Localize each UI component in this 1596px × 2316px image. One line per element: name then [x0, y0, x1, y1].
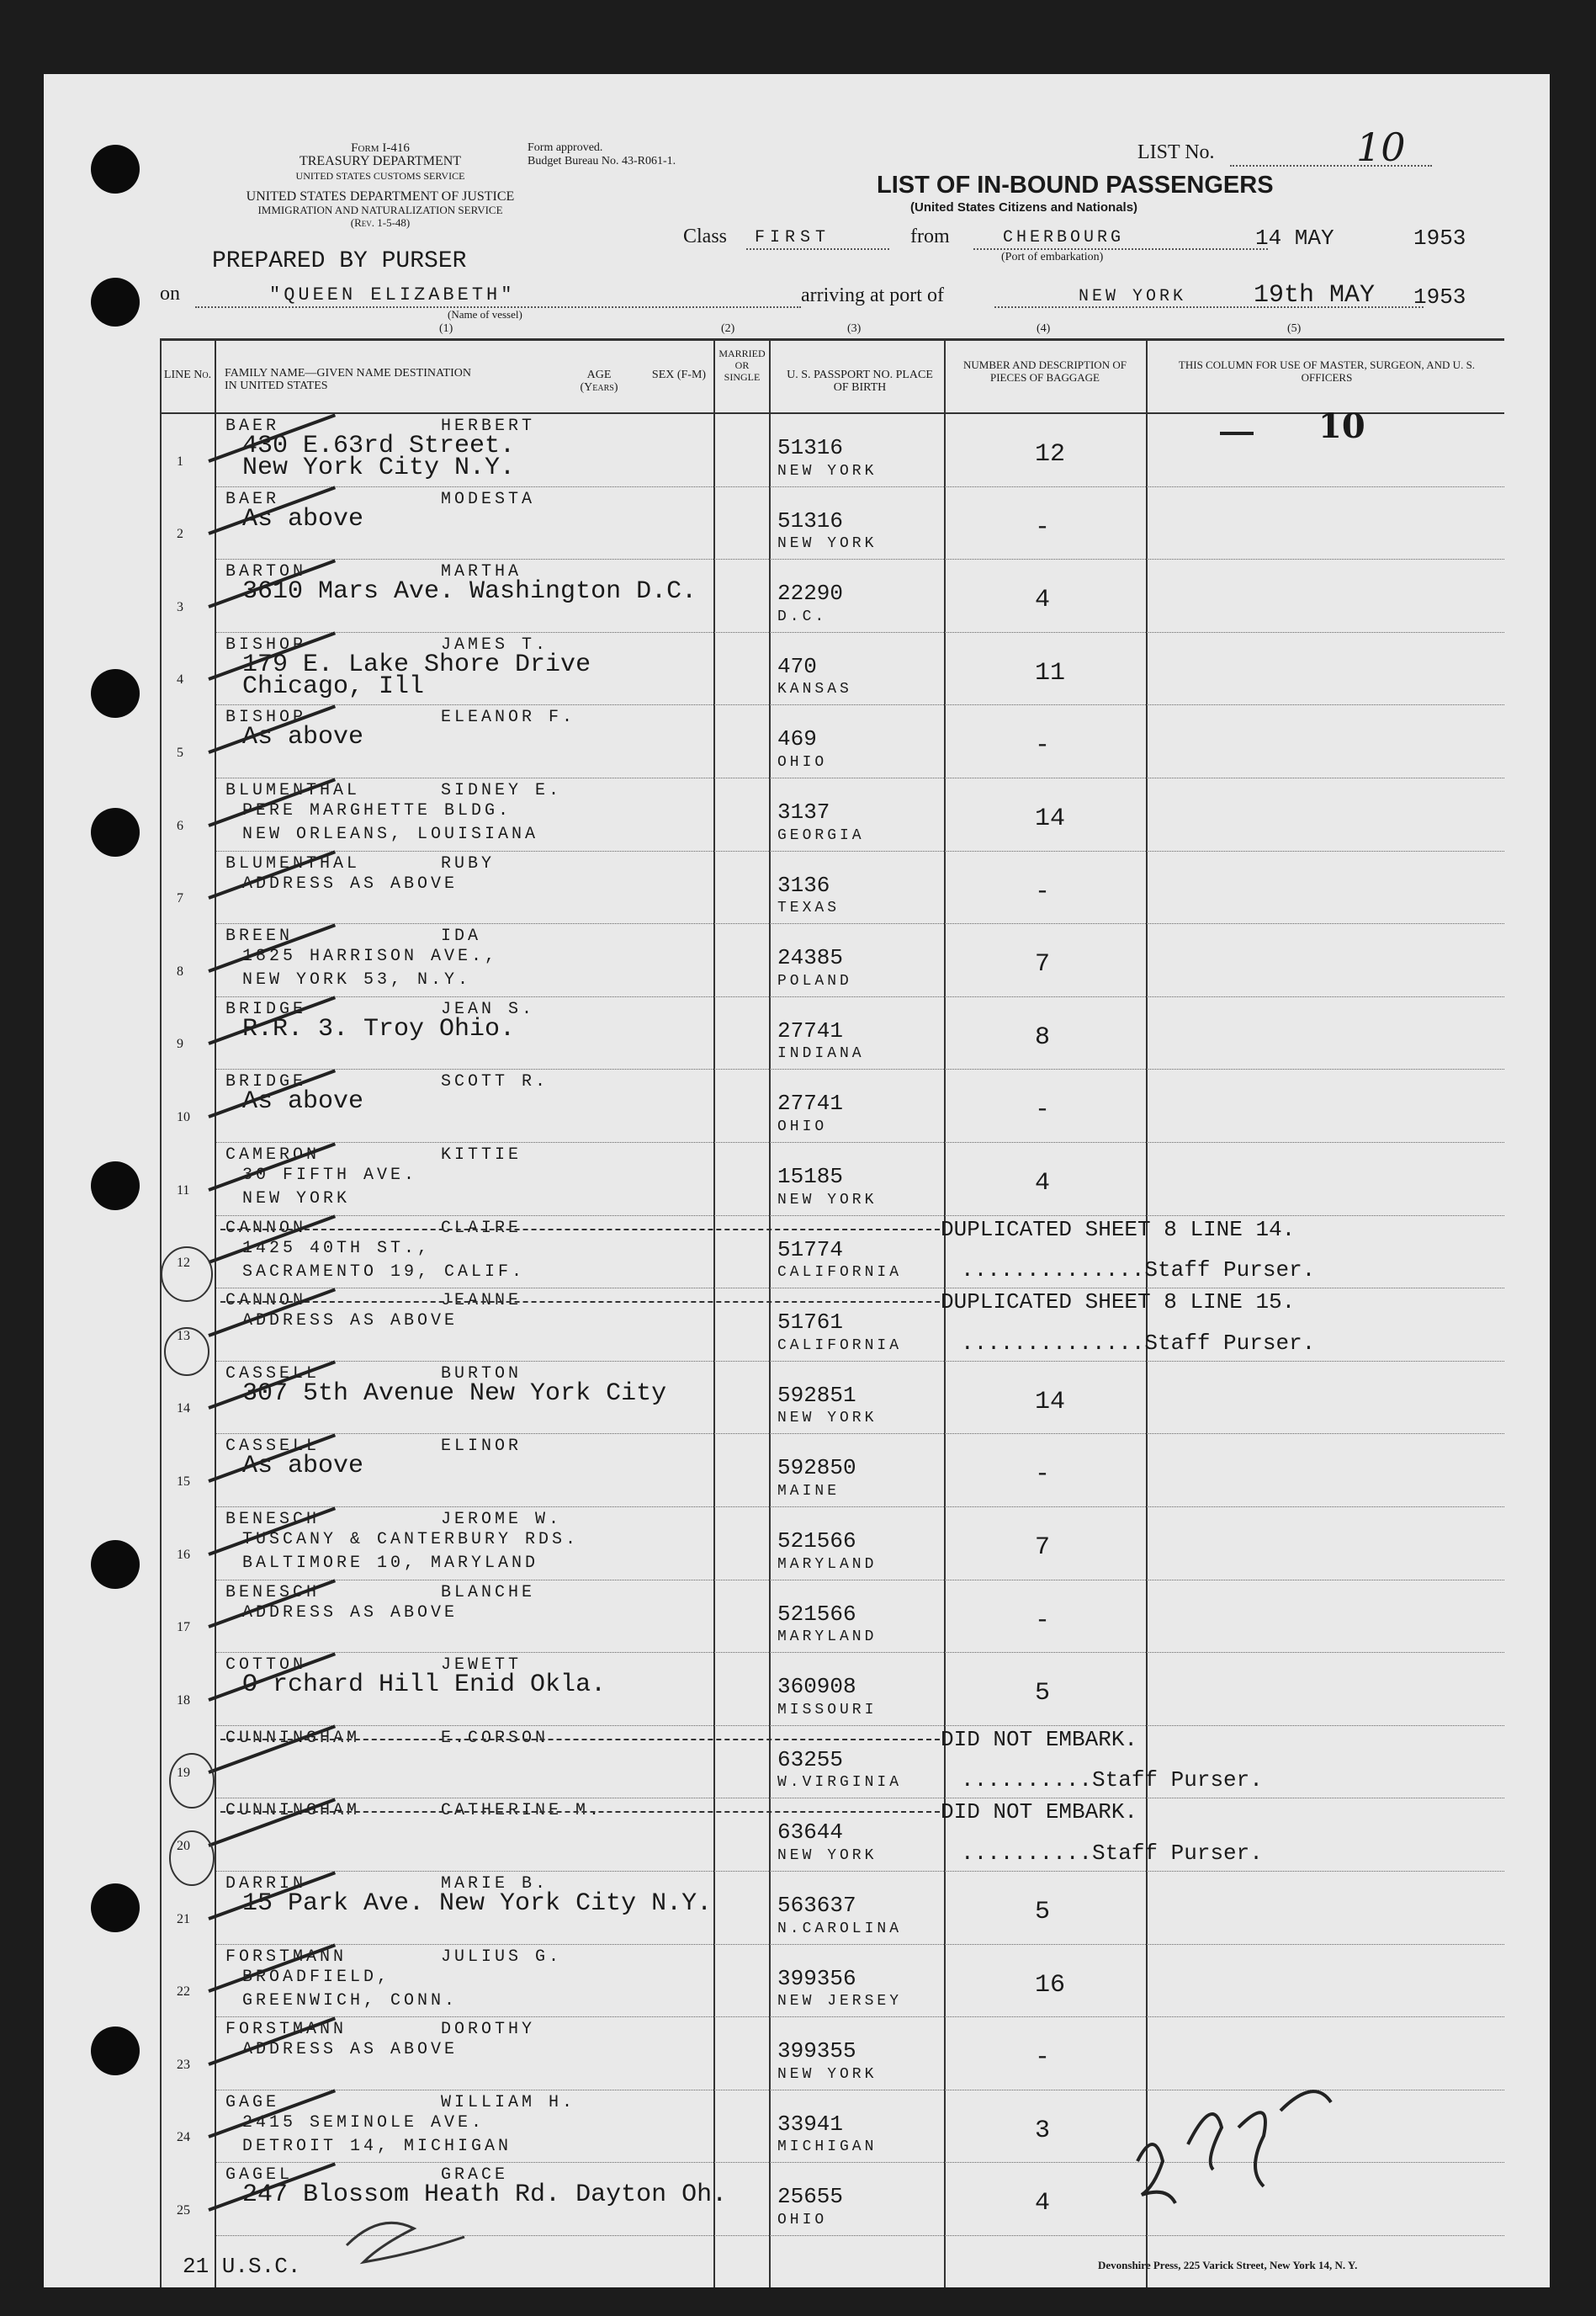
customs-label: UNITED STATES CUSTOMS SERVICE	[295, 170, 465, 182]
passport-number: 51316	[777, 507, 844, 534]
from-value: CHERBOURG	[1003, 228, 1125, 247]
line-number: 21	[177, 1911, 190, 1926]
place-of-birth: N.CAROLINA	[777, 1920, 903, 1937]
passenger-name: BARTON MARTHA	[225, 562, 522, 582]
vessel-note: (Name of vessel)	[448, 308, 522, 321]
circle-mark-19	[170, 1754, 214, 1808]
passenger-address-line1: TUSCANY & CANTERBURY RDS.	[242, 1530, 580, 1549]
line-number: 5	[177, 745, 183, 760]
place-of-birth: MISSOURI	[777, 1701, 878, 1718]
line-number: 3	[177, 599, 183, 614]
place-of-birth: MARYLAND	[777, 1555, 878, 1573]
place-of-birth: NEW YORK	[777, 1410, 878, 1427]
baggage-count: 14	[1035, 805, 1066, 833]
passenger-address-line1: 30 FIFTH AVE.	[242, 1166, 418, 1185]
line-number: 10	[177, 1109, 190, 1124]
treasury-label: TREASURY DEPARTMENT	[299, 154, 462, 168]
passenger-name: BRIDGE JEAN S.	[225, 999, 536, 1019]
col-num-2: (2)	[721, 322, 735, 335]
circle-mark-12	[162, 1247, 212, 1301]
passport-number: 521566	[777, 1528, 856, 1554]
document-title: LIST OF IN-BOUND PASSENGERS	[877, 172, 1274, 199]
baggage-count: -	[1035, 1606, 1051, 1635]
baggage-count: -	[1035, 877, 1051, 906]
place-of-birth: MARYLAND	[777, 1628, 878, 1646]
passport-number: 469	[777, 726, 817, 752]
passenger-address-line1: ADDRESS AS ABOVE	[242, 2040, 459, 2060]
arrival-year: 1953	[1413, 284, 1466, 310]
line-number: 16	[177, 1547, 190, 1562]
col-name: FAMILY NAME—GIVEN NAME DESTINATION IN UNITED STATES	[225, 367, 471, 392]
line-number: 14	[177, 1401, 190, 1416]
from-date: 14 MAY	[1255, 226, 1334, 251]
passport-number: 592850	[777, 1455, 856, 1481]
row-remark-signature: ..............Staff Purser.	[961, 1330, 1316, 1356]
row-remark: DUPLICATED SHEET 8 LINE 14.	[941, 1216, 1296, 1242]
passport-number: 399355	[777, 2038, 856, 2064]
prepared-by-purser: PREPARED BY PURSER	[212, 248, 467, 274]
passenger-name: CASSELL BURTON	[225, 1363, 522, 1384]
from-year: 1953	[1413, 226, 1466, 251]
col-passport: U. S. PASSPORT NO. PLACE OF BIRTH	[787, 369, 933, 394]
form-number: Form I-416	[351, 141, 410, 155]
line-number: 1	[177, 454, 183, 469]
baggage-count: 11	[1035, 658, 1066, 688]
place-of-birth: GEORGIA	[777, 826, 865, 844]
passenger-address-line1: 15 Park Ave. New York City N.Y.	[242, 1889, 713, 1918]
passenger-address-line1: 247 Blossom Heath Rd. Dayton Oh.	[242, 2181, 728, 2210]
place-of-birth: MICHIGAN	[777, 2138, 878, 2156]
passenger-address-line1: BROADFIELD,	[242, 1967, 391, 1987]
passenger-name: BENESCH JEROME W.	[225, 1510, 563, 1529]
baggage-count: 7	[1035, 1533, 1051, 1562]
punch-hole	[91, 1161, 140, 1210]
passenger-address-line1: 1425 40TH ST.,	[242, 1238, 432, 1258]
row-remark: DID NOT EMBARK.	[941, 1799, 1138, 1825]
baggage-count: 4	[1035, 586, 1051, 615]
line-number: 19	[177, 1766, 190, 1781]
passport-number: 63255	[777, 1746, 844, 1772]
place-of-birth: CALIFORNIA	[777, 1264, 903, 1282]
passenger-name: BLUMENTHAL SIDNEY E.	[225, 781, 563, 800]
handwritten-note-scribble	[1137, 2144, 1175, 2203]
passenger-address-line1: As above	[242, 504, 364, 534]
line-number: 8	[177, 964, 183, 979]
col-num-3: (3)	[847, 322, 862, 335]
passport-number: 51761	[777, 1309, 844, 1336]
col-baggage: NUMBER AND DESCRIPTION OF PIECES OF BAGGAGE	[963, 359, 1127, 384]
line-number: 11	[177, 1182, 190, 1198]
line-number: 24	[177, 2130, 190, 2145]
baggage-count: -	[1035, 513, 1051, 542]
passenger-name: FORSTMANN DOROTHY	[225, 2020, 536, 2040]
baggage-count: 4	[1035, 1169, 1051, 1198]
line-number: 6	[177, 818, 183, 833]
passenger-address-line2: NEW YORK	[242, 1189, 351, 1208]
line-number: 13	[177, 1328, 190, 1343]
line-number: 25	[177, 2202, 190, 2218]
place-of-birth: OHIO	[777, 1118, 828, 1135]
line-number: 7	[177, 891, 183, 906]
passenger-address-line1: As above	[242, 1087, 364, 1117]
passenger-name: GAGE WILLIAM H.	[225, 2092, 576, 2112]
passenger-name: CANNON JEANNE	[225, 1291, 522, 1311]
passport-number: 27741	[777, 1017, 844, 1044]
baggage-count: 7	[1035, 950, 1051, 980]
passport-number: 3137	[777, 799, 830, 825]
passenger-address-line1: 1825 HARRISON AVE.,	[242, 947, 499, 967]
passport-number: 3136	[777, 872, 830, 898]
document-subtitle: (United States Citizens and Nationals)	[910, 200, 1138, 215]
passenger-name: CAMERON KITTIE	[225, 1145, 522, 1165]
footer-printer: Devonshire Press, 225 Varick Street, New York 14, N. Y.	[1098, 2259, 1358, 2271]
form-approved: Form approved.	[528, 141, 603, 154]
port-embark-note: (Port of embarkation)	[1001, 251, 1104, 263]
passenger-address-line1: PERE MARGHETTE BLDG.	[242, 801, 512, 821]
line-number: 15	[177, 1474, 190, 1489]
passenger-name: BAER MODESTA	[225, 489, 536, 509]
handwritten-marks	[44, 74, 1550, 2287]
passport-number: 63644	[777, 1819, 844, 1846]
place-of-birth: NEW YORK	[777, 1846, 878, 1864]
passport-number: 27741	[777, 1091, 844, 1117]
baggage-count: 5	[1035, 1898, 1051, 1926]
passport-number: 360908	[777, 1674, 856, 1700]
col-num-1: (1)	[439, 322, 453, 335]
budget-label: Budget Bureau No. 43-R061-1.	[528, 155, 676, 167]
arriving-port: NEW YORK	[1079, 287, 1187, 306]
place-of-birth: TEXAS	[777, 900, 840, 917]
line-number: 2	[177, 527, 183, 542]
immigration-label: IMMIGRATION AND NATURALIZATION SERVICE	[257, 204, 503, 216]
passenger-name: DARRIN MARIE B.	[225, 1874, 549, 1894]
passenger-name: CUNNINGHAM CATHERINE M.	[225, 1801, 603, 1821]
handwritten-figure-scribble	[1188, 2091, 1331, 2186]
class-label: Class	[683, 226, 728, 247]
passenger-address-line1: O rchard Hill Enid Okla.	[242, 1671, 607, 1700]
arrival-date: 19th MAY	[1254, 281, 1376, 310]
row-remark-signature: ..........Staff Purser.	[961, 1840, 1263, 1866]
list-no-value: 10	[1356, 125, 1406, 170]
line-number: 23	[177, 2057, 190, 2072]
row-remark-signature: ..........Staff Purser.	[961, 1767, 1263, 1793]
passenger-address-line1: 307 5th Avenue New York City	[242, 1378, 667, 1408]
passport-number: 25655	[777, 2184, 844, 2210]
col-num-5: (5)	[1287, 322, 1302, 335]
passenger-name: BISHOP JAMES T.	[225, 635, 549, 655]
place-of-birth: INDIANA	[777, 1045, 865, 1063]
passenger-address-line2: DETROIT 14, MICHIGAN	[242, 2136, 512, 2156]
passport-number: 563637	[777, 1893, 856, 1918]
passenger-address-line1: 3610 Mars Ave. Washington D.C.	[242, 577, 697, 607]
place-of-birth: CALIFORNIA	[777, 1336, 903, 1354]
passenger-address-line1: ADDRESS AS ABOVE	[242, 1311, 459, 1331]
place-of-birth: NEW YORK	[777, 2065, 878, 2083]
col-line: LINE No.	[163, 369, 212, 381]
passport-number: 592851	[777, 1382, 856, 1408]
rev-label: (Rev. 1-5-48)	[350, 216, 411, 229]
place-of-birth: POLAND	[777, 972, 852, 990]
punch-hole	[91, 145, 140, 194]
punch-hole	[91, 808, 140, 857]
footer-usc: 21 U.S.C.	[183, 2254, 301, 2279]
passenger-address-line2: NEW YORK 53, N.Y.	[242, 970, 472, 991]
line-number: 20	[177, 1838, 190, 1853]
place-of-birth: NEW YORK	[777, 1191, 878, 1208]
passenger-address-line1: ADDRESS AS ABOVE	[242, 1602, 459, 1623]
passport-number: 521566	[777, 1601, 856, 1627]
passenger-address-line2: New York City N.Y.	[242, 454, 516, 482]
passport-number: 22290	[777, 581, 844, 607]
baggage-count: 5	[1035, 1679, 1051, 1708]
place-of-birth: NEW YORK	[777, 462, 878, 480]
passport-number: 470	[777, 653, 817, 679]
line-number: 12	[177, 1256, 190, 1271]
passenger-address-line1: 179 E. Lake Shore Drive	[242, 650, 591, 679]
passenger-name: CANNON CLAIRE	[225, 1218, 522, 1238]
baggage-count: 12	[1035, 440, 1066, 469]
baggage-count: 3	[1035, 2116, 1051, 2145]
passenger-name: COTTON JEWETT	[225, 1655, 522, 1676]
passenger-address-line1: R.R. 3. Troy Ohio.	[242, 1014, 516, 1044]
baggage-count: 4	[1035, 2189, 1051, 2218]
baggage-count: 16	[1035, 1970, 1066, 2000]
place-of-birth: NEW JERSEY	[777, 1993, 903, 2011]
on-label: on	[160, 283, 180, 305]
class-value: FIRST	[755, 228, 831, 247]
passenger-name: BISHOP ELEANOR F.	[225, 708, 576, 728]
manifest-sheet	[44, 74, 1550, 2287]
passenger-name: BRIDGE SCOTT R.	[225, 1072, 549, 1092]
passenger-name: FORSTMANN JULIUS G.	[225, 1947, 563, 1967]
passenger-address-line1: As above	[242, 723, 364, 752]
row-remark: DID NOT EMBARK.	[941, 1726, 1138, 1752]
passenger-address-line2: Chicago, Ill	[242, 672, 425, 701]
line-number: 17	[177, 1620, 190, 1635]
justice-label: UNITED STATES DEPARTMENT OF JUSTICE	[246, 189, 515, 204]
passenger-address-line1: As above	[242, 1452, 364, 1481]
punch-hole	[91, 669, 140, 718]
passenger-name: CUNNINGHAM E.CORSON	[225, 1728, 549, 1748]
from-label: from	[910, 226, 950, 247]
place-of-birth: KANSAS	[777, 681, 852, 699]
baggage-count: 14	[1035, 1387, 1066, 1416]
passenger-address-line2: GREENWICH, CONN.	[242, 1990, 459, 2011]
passenger-address-line2: NEW ORLEANS, LOUISIANA	[242, 825, 539, 844]
circle-mark-13	[165, 1328, 209, 1375]
place-of-birth: D.C.	[777, 608, 828, 625]
passenger-name: BLUMENTHAL RUBY	[225, 853, 496, 874]
line-number: 4	[177, 672, 183, 688]
passenger-address-line2: SACRAMENTO 19, CALIF.	[242, 1262, 526, 1282]
line-number: 22	[177, 1984, 190, 2000]
row-remark-signature: ..............Staff Purser.	[961, 1257, 1316, 1283]
passenger-address-line1: ADDRESS AS ABOVE	[242, 874, 459, 894]
punch-hole	[91, 278, 140, 327]
passenger-address-line2: BALTIMORE 10, MARYLAND	[242, 1554, 539, 1573]
passenger-name: BAER HERBERT	[225, 417, 536, 436]
col-num-4: (4)	[1037, 322, 1051, 335]
passenger-name: BREEN IDA	[225, 927, 482, 947]
place-of-birth: MAINE	[777, 1482, 840, 1500]
baggage-count: -	[1035, 1096, 1051, 1125]
col-sex: SEX (F-M)	[651, 369, 707, 381]
col-age: AGE (Years)	[580, 369, 618, 394]
baggage-count: -	[1035, 731, 1051, 761]
punch-hole	[91, 1883, 140, 1932]
passport-number: 51316	[777, 435, 844, 460]
baggage-count: 8	[1035, 1023, 1051, 1052]
passport-number: 399356	[777, 1965, 856, 1991]
circle-mark-20	[170, 1831, 214, 1885]
col-married: MARRIED OR SINGLE	[718, 348, 766, 383]
row-remark: DUPLICATED SHEET 8 LINE 15.	[941, 1289, 1296, 1315]
punch-hole	[91, 2027, 140, 2075]
place-of-birth: W.VIRGINIA	[777, 1774, 903, 1792]
signature-scribble	[347, 2223, 464, 2262]
punch-hole	[91, 1540, 140, 1589]
arriving-label: arriving at port of	[801, 284, 944, 306]
baggage-count: -	[1035, 1460, 1051, 1490]
baggage-count: -	[1035, 2043, 1051, 2073]
list-no-label: LIST No.	[1137, 141, 1215, 163]
officer-note: 10	[1318, 406, 1365, 446]
place-of-birth: OHIO	[777, 753, 828, 771]
passport-number: 15185	[777, 1164, 844, 1189]
passenger-name: GAGEL GRACE	[225, 2165, 509, 2186]
passport-number: 33941	[777, 2111, 844, 2137]
line-number: 9	[177, 1037, 183, 1052]
passport-number: 51774	[777, 1236, 844, 1262]
place-of-birth: OHIO	[777, 2211, 828, 2228]
passenger-address-line1: 2415 SEMINOLE AVE.	[242, 2112, 485, 2133]
col-officers: THIS COLUMN FOR USE OF MASTER, SURGEON, AND U. S. OFFICERS	[1178, 359, 1476, 384]
line-number: 18	[177, 1692, 190, 1708]
passenger-address-line1: 430 E.63rd Street.	[242, 432, 516, 460]
passenger-name: CASSELL ELINOR	[225, 1437, 522, 1457]
vessel-name: "QUEEN ELIZABETH"	[269, 284, 516, 305]
passport-number: 24385	[777, 945, 844, 971]
place-of-birth: NEW YORK	[777, 535, 878, 553]
passenger-name: BENESCH BLANCHE	[225, 1582, 536, 1602]
